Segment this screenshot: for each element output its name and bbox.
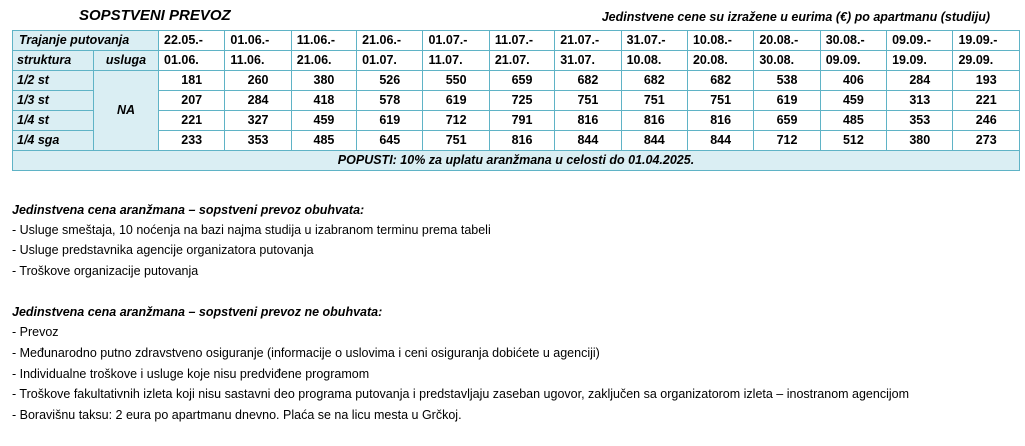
price-cell: 682 xyxy=(687,71,753,91)
room-structure-label: 1/2 st xyxy=(13,71,94,91)
price-cell: 578 xyxy=(357,91,423,111)
price-table xyxy=(12,30,1020,171)
header-row-top xyxy=(13,31,1020,51)
period-start: 01.06.- xyxy=(225,31,291,51)
period-start: 20.08.- xyxy=(754,31,820,51)
excludes-item: - Individualne troškove i usluge koje nisu predviđene programom xyxy=(12,367,370,381)
includes-item: - Usluge smeštaja, 10 noćenja na bazi najma studija u izabranom terminu prema tabeli xyxy=(12,223,491,237)
price-cell: 380 xyxy=(291,71,356,91)
price-cell: 193 xyxy=(953,71,1020,91)
price-cell: 844 xyxy=(555,131,621,151)
period-end: 09.09. xyxy=(820,51,886,71)
price-row xyxy=(13,131,1020,151)
includes-item: - Troškove organizacije putovanja xyxy=(12,264,199,278)
price-cell: 485 xyxy=(820,111,886,131)
excludes-heading: Jedinstvena cena aranžmana – sopstveni prevoz ne obuhvata: xyxy=(12,305,383,319)
price-cell: 645 xyxy=(357,131,423,151)
price-cell: 619 xyxy=(423,91,489,111)
period-end: 11.06. xyxy=(225,51,291,71)
price-cell: 526 xyxy=(357,71,423,91)
price-cell: 751 xyxy=(687,91,753,111)
price-cell: 659 xyxy=(754,111,820,131)
period-start: 21.07.- xyxy=(555,31,621,51)
period-end: 11.07. xyxy=(423,51,489,71)
header-row-bottom xyxy=(13,51,1020,71)
period-end: 19.09. xyxy=(887,51,953,71)
price-cell: 751 xyxy=(555,91,621,111)
period-start: 11.06.- xyxy=(291,31,356,51)
structure-header: struktura xyxy=(13,51,94,71)
price-cell: 246 xyxy=(953,111,1020,131)
price-cell: 459 xyxy=(820,91,886,111)
price-cell: 712 xyxy=(754,131,820,151)
price-cell: 353 xyxy=(887,111,953,131)
service-value: NA xyxy=(94,71,159,151)
excludes-item: - Prevoz xyxy=(12,325,59,339)
price-cell: 485 xyxy=(291,131,356,151)
price-row xyxy=(13,111,1020,131)
price-cell: 233 xyxy=(159,131,225,151)
discount-text: POPUSTI: 10% za uplatu aranžmana u celosti do 01.04.2025. xyxy=(13,151,1020,171)
price-cell: 550 xyxy=(423,71,489,91)
price-cell: 816 xyxy=(555,111,621,131)
room-structure-label: 1/4 sga xyxy=(13,131,94,151)
price-cell: 751 xyxy=(621,91,687,111)
price-cell: 284 xyxy=(225,91,291,111)
period-end: 01.06. xyxy=(159,51,225,71)
price-cell: 327 xyxy=(225,111,291,131)
period-start: 10.08.- xyxy=(687,31,753,51)
room-structure-label: 1/4 st xyxy=(13,111,94,131)
period-start: 19.09.- xyxy=(953,31,1020,51)
period-end: 31.07. xyxy=(555,51,621,71)
page-title: SOPSTVENI PREVOZ xyxy=(79,7,231,24)
price-cell: 406 xyxy=(820,71,886,91)
period-end: 21.07. xyxy=(489,51,554,71)
price-row xyxy=(13,71,1020,91)
price-cell: 538 xyxy=(754,71,820,91)
price-cell: 380 xyxy=(887,131,953,151)
price-cell: 816 xyxy=(489,131,554,151)
price-cell: 353 xyxy=(225,131,291,151)
price-cell: 791 xyxy=(489,111,554,131)
excludes-item: - Međunarodno putno zdravstveno osiguranje (informacije o uslovima i ceni osiguranja dobićete u agenciji) xyxy=(12,346,600,360)
price-row xyxy=(13,91,1020,111)
period-end: 21.06. xyxy=(291,51,356,71)
period-end: 30.08. xyxy=(754,51,820,71)
period-start: 21.06.- xyxy=(357,31,423,51)
discount-row xyxy=(13,151,1020,171)
price-cell: 844 xyxy=(687,131,753,151)
period-start: 01.07.- xyxy=(423,31,489,51)
price-cell: 260 xyxy=(225,71,291,91)
price-cell: 816 xyxy=(621,111,687,131)
price-cell: 725 xyxy=(489,91,554,111)
period-start: 11.07.- xyxy=(489,31,554,51)
price-cell: 619 xyxy=(357,111,423,131)
price-cell: 459 xyxy=(291,111,356,131)
price-cell: 273 xyxy=(953,131,1020,151)
price-cell: 221 xyxy=(159,111,225,131)
price-cell: 284 xyxy=(887,71,953,91)
service-header: usluga xyxy=(94,51,159,71)
currency-note: Jedinstvene cene su izražene u eurima (€) po apartmanu (studiju) xyxy=(601,10,990,24)
price-cell: 181 xyxy=(159,71,225,91)
excludes-item: - Troškove fakultativnih izleta koji nisu sastavni deo programa putovanja i predstavljaju zaseban ugovor, zaključen sa organizatorom izleta – inostranom agencijom xyxy=(12,387,910,401)
price-cell: 751 xyxy=(423,131,489,151)
price-cell: 816 xyxy=(687,111,753,131)
duration-header: Trajanje putovanja xyxy=(13,31,159,51)
price-cell: 682 xyxy=(555,71,621,91)
period-end: 20.08. xyxy=(687,51,753,71)
price-cell: 844 xyxy=(621,131,687,151)
price-cell: 659 xyxy=(489,71,554,91)
includes-item: - Usluge predstavnika agencije organizatora putovanja xyxy=(12,243,314,257)
price-cell: 418 xyxy=(291,91,356,111)
includes-heading: Jedinstvena cena aranžmana – sopstveni prevoz obuhvata: xyxy=(12,203,365,217)
period-start: 09.09.- xyxy=(887,31,953,51)
period-end: 29.09. xyxy=(953,51,1020,71)
price-cell: 682 xyxy=(621,71,687,91)
price-cell: 313 xyxy=(887,91,953,111)
excludes-item: - Boravišnu taksu: 2 eura po apartmanu dnevno. Plaća se na licu mesta u Grčkoj. xyxy=(12,408,462,422)
period-end: 10.08. xyxy=(621,51,687,71)
period-end: 01.07. xyxy=(357,51,423,71)
room-structure-label: 1/3 st xyxy=(13,91,94,111)
price-cell: 512 xyxy=(820,131,886,151)
period-start: 31.07.- xyxy=(621,31,687,51)
period-start: 30.08.- xyxy=(820,31,886,51)
period-start: 22.05.- xyxy=(159,31,225,51)
price-cell: 207 xyxy=(159,91,225,111)
price-cell: 712 xyxy=(423,111,489,131)
price-cell: 619 xyxy=(754,91,820,111)
price-cell: 221 xyxy=(953,91,1020,111)
